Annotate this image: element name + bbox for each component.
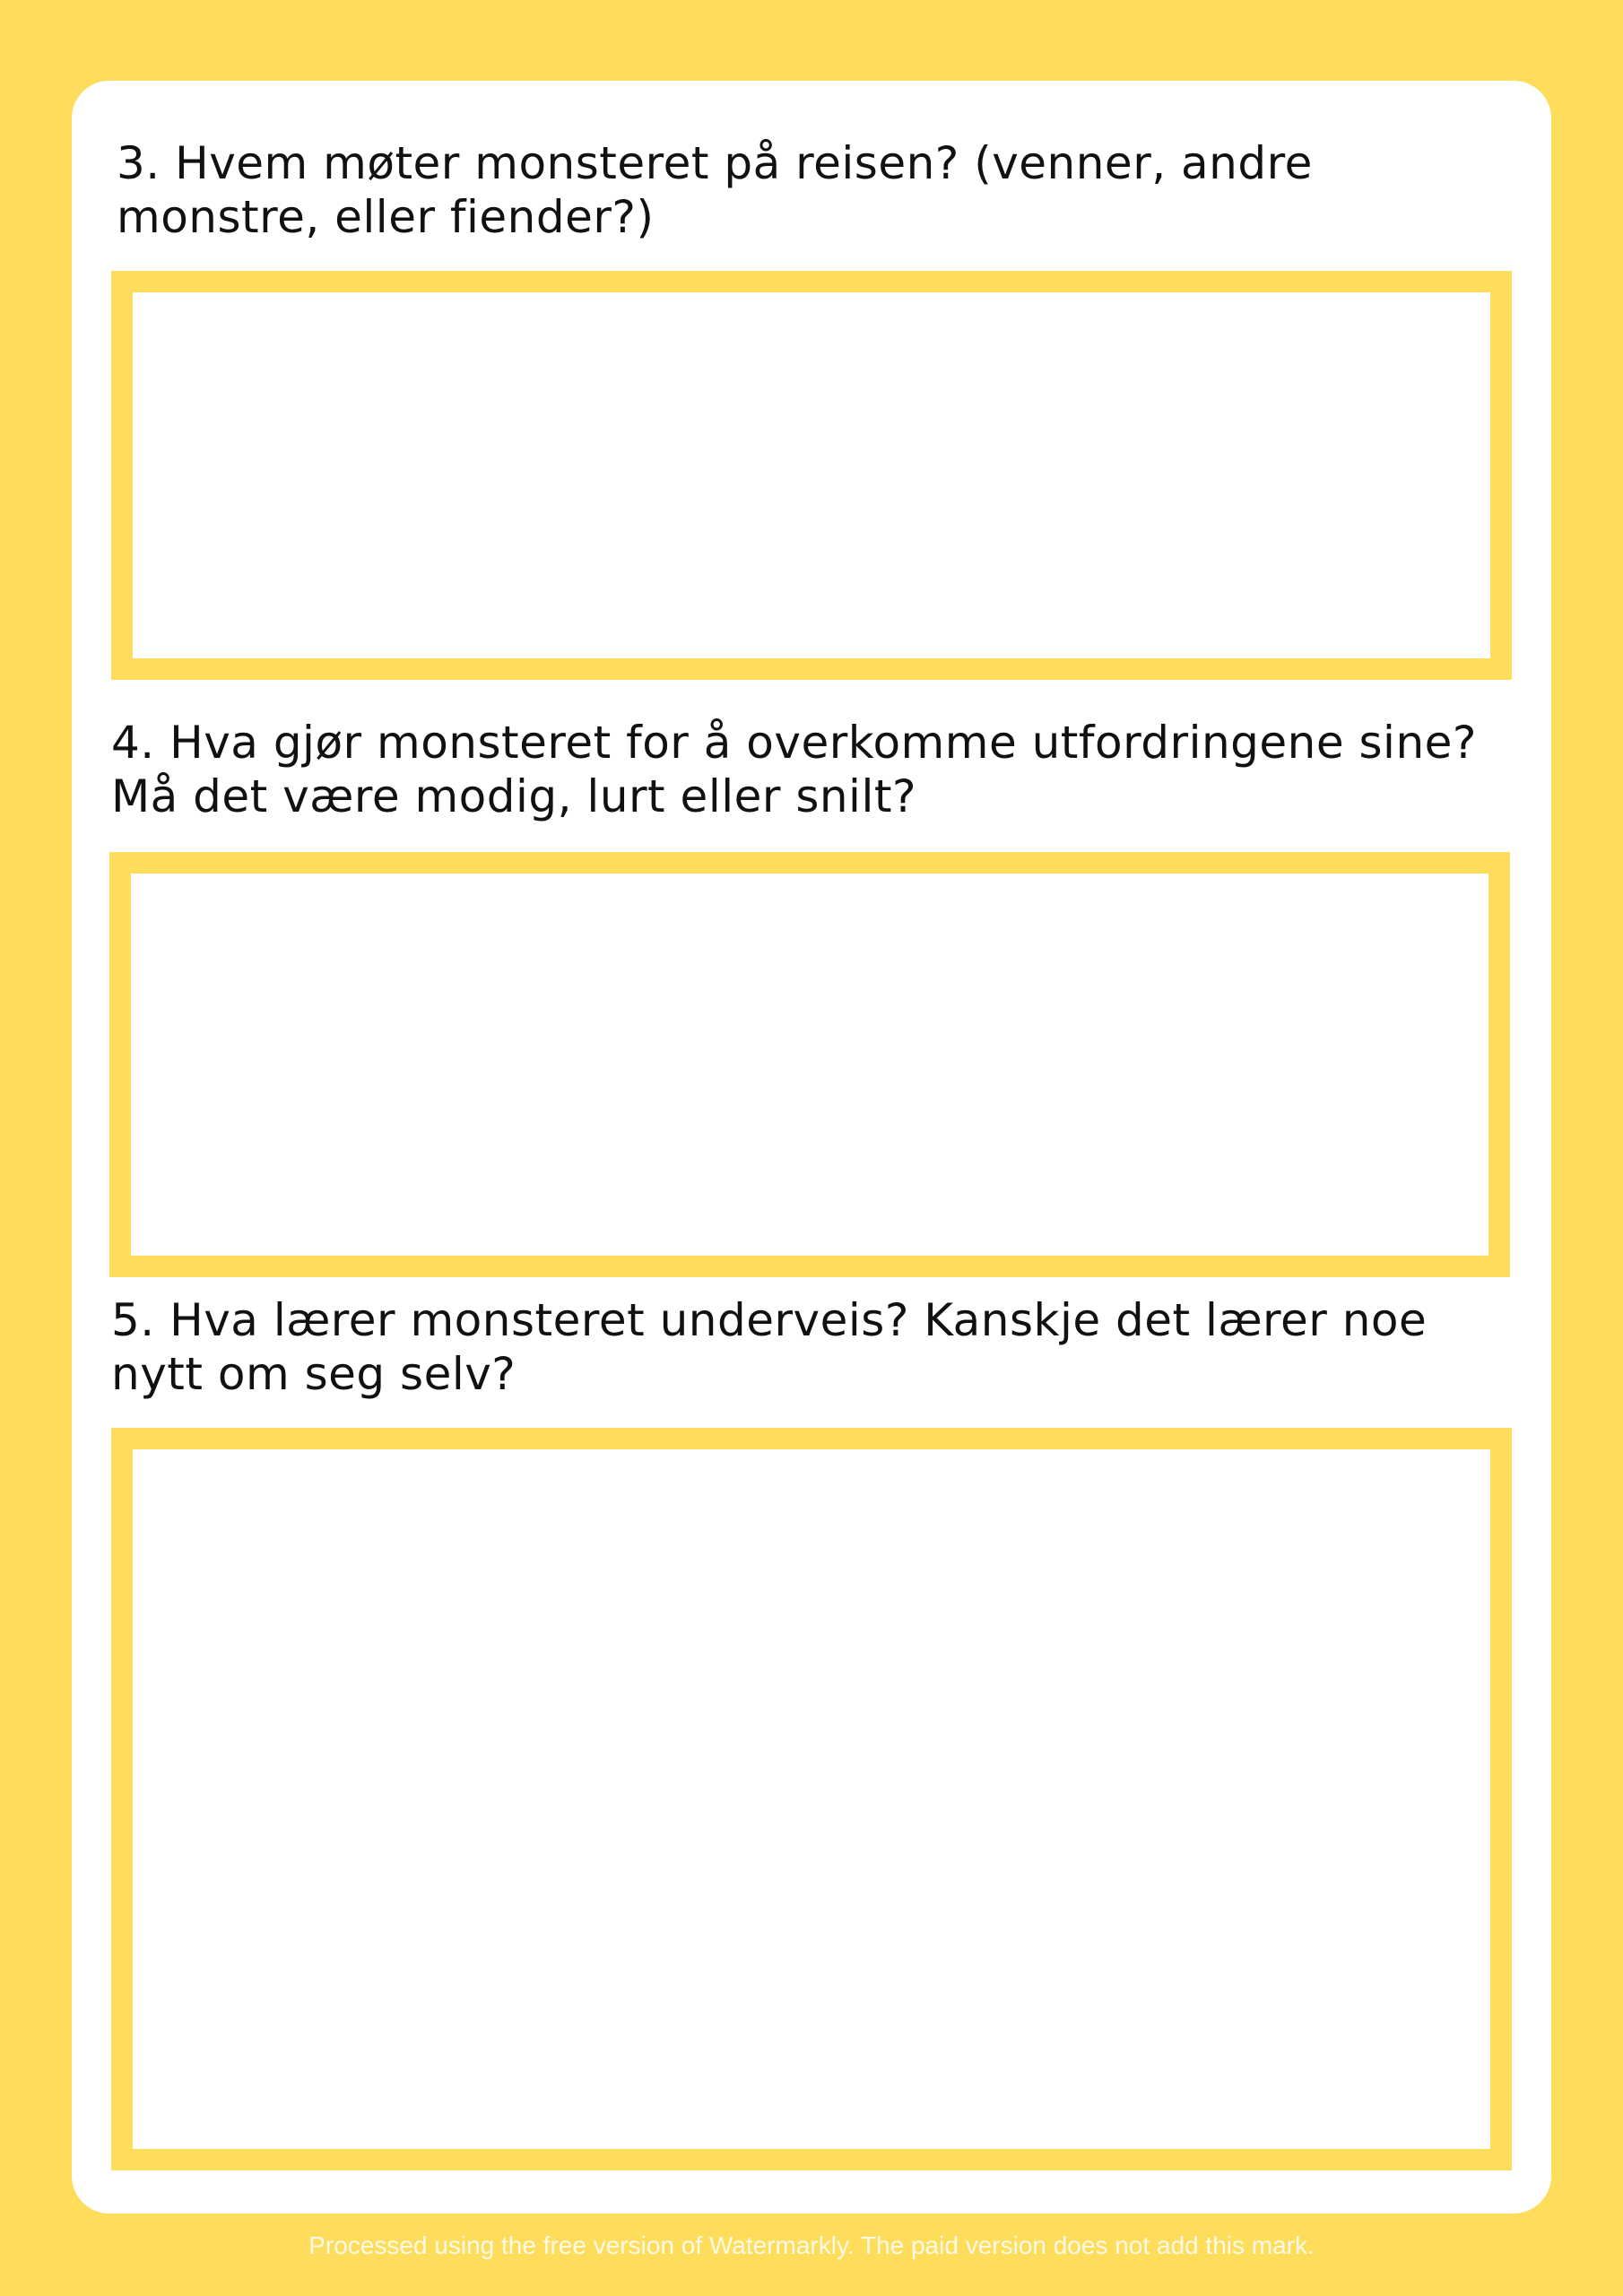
answer-box-5[interactable] — [111, 1428, 1512, 2170]
question-3: 3. Hvem møter monsteret på reisen? (venner, andre monstre, eller fiender?) — [117, 137, 1313, 243]
watermark-notice: Processed using the free version of Watermarkly. The paid version does not add this mark. — [308, 2231, 1315, 2259]
question-5: 5. Hva lærer monsteret underveis? Kanskje det lærer noe nytt om seg selv? — [111, 1294, 1428, 1400]
answer-box-4[interactable] — [109, 852, 1510, 1277]
answer-box-3[interactable] — [111, 271, 1512, 680]
worksheet-card — [72, 81, 1551, 2213]
question-4: 4. Hva gjør monsteret for å overkomme utfordringene sine? Må det være modig, lurt eller snilt? — [111, 717, 1477, 822]
